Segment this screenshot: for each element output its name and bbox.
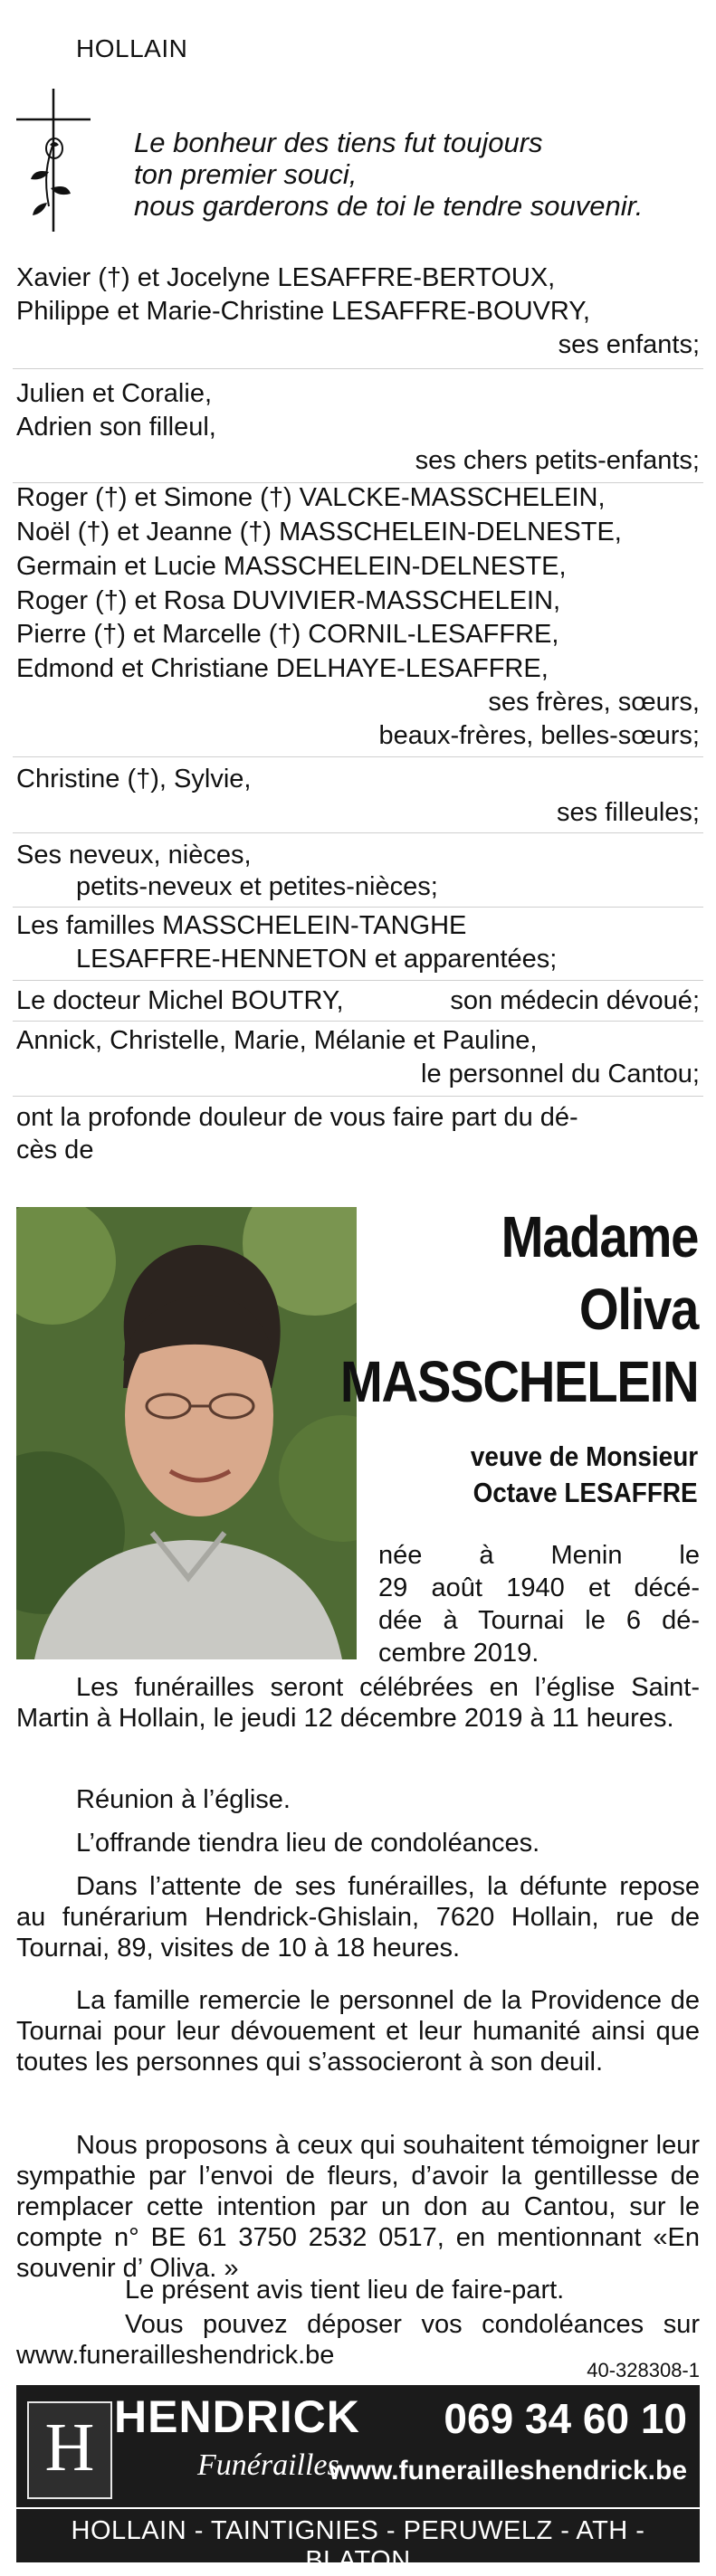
family-line: Noël (†) et Jeanne (†) MASSCHELEIN-DELNESTE, (16, 518, 622, 547)
cross-with-rose-icon (13, 89, 94, 233)
deceased-last-name: MASSCHELEIN (339, 1349, 698, 1414)
family-role: ses filleules; (557, 798, 700, 827)
family-line: Annick, Christelle, Marie, Mélanie et Pauline, (16, 1026, 538, 1055)
family-line: Ses neveux, nièces, (16, 841, 252, 870)
funeral-home-logo (27, 2401, 112, 2499)
divider (13, 907, 703, 908)
condolences-paragraph: Vous pouvez déposer vos condoléances sur www.funerailleshendrick.be (16, 2310, 700, 2370)
thanks-paragraph: La famille remercie le personnel de la Providence de Tournai pour leur dévouement et leur humanité ainsi que toutes les personnes qui s’associeront à son deuil. (16, 1986, 700, 2077)
family-line: Roger (†) et Rosa DUVIVIER-MASSCHELEIN, (16, 586, 561, 615)
family-line: Julien et Coralie, (16, 379, 212, 408)
family-line: petits-neveux et petites-nièces; (76, 872, 438, 901)
offering-paragraph: L’offrande tiendra lieu de condoléances. (76, 1829, 540, 1858)
funeral-home-subtitle: Funérailles (197, 2448, 339, 2482)
divider (13, 832, 703, 833)
reference-number: 40-328308-1 (587, 2359, 700, 2381)
logo-letter: H (44, 2410, 95, 2486)
deceased-first-name: Oliva (578, 1277, 698, 1342)
rest-paragraph: Dans l’attente de ses funérailles, la défunte repose au funérarium Hendrick-Ghislain, 7620 Hollain, rue de Tournai, 89, visites de 10 à 18 heures. (16, 1872, 700, 1963)
family-role: ses enfants; (558, 330, 700, 359)
phone-number: 069 34 60 10 (444, 2395, 687, 2442)
funeral-home-banner (16, 2385, 700, 2575)
birth-line: née à Menin le (378, 1541, 700, 1570)
family-line: Christine (†), Sylvie, (16, 765, 252, 794)
family-line: Pierre (†) et Marcelle (†) CORNIL-LESAFFRE, (16, 620, 559, 649)
family-role: beaux-frères, belles-sœurs; (378, 721, 700, 750)
divider (13, 1021, 703, 1022)
locations-list: HOLLAIN - TAINTIGNIES - PERUWELZ - ATH - BLATON (71, 2516, 645, 2575)
funeral-home-name: HENDRICK (114, 2391, 360, 2442)
family-role: son médecin dévoué; (450, 986, 700, 1015)
birth-line: 29 août 1940 et décé- (378, 1573, 700, 1602)
family-line: Le docteur Michel BOUTRY, (16, 986, 344, 1015)
family-role: ses chers petits-enfants; (415, 446, 700, 475)
family-line: Germain et Lucie MASSCHELEIN-DELNESTE, (16, 552, 567, 581)
announcement-line: ont la profonde douleur de vous faire part du dé- (16, 1103, 578, 1132)
divider (13, 980, 703, 981)
deceased-title: Madame (501, 1204, 698, 1269)
spouse-name: Octave LESAFFRE (473, 1477, 698, 1508)
divider (13, 756, 703, 757)
epitaph-quote: Le bonheur des tiens fut toujours ton premier souci, nous garderons de toi le tendre souvenir. (134, 127, 644, 222)
banner-divider (16, 2507, 700, 2509)
family-line: LESAFFRE-HENNETON et apparentées; (76, 945, 558, 974)
town-name: HOLLAIN (76, 34, 188, 62)
divider (13, 1096, 703, 1097)
family-role: ses frères, sœurs, (488, 688, 700, 717)
donation-paragraph: Nous proposons à ceux qui souhaitent témoigner leur sympathie par l’envoi de fleurs, d’avoir la gentillesse de remplacer cette intention par un don au Cantou, sur le compte n° BE 61 3750 2532 0517, en mentionnant «En souvenir d’ Oliva. » (16, 2131, 700, 2283)
birth-line: cembre 2019. (378, 1639, 539, 1668)
family-line: Philippe et Marie-Christine LESAFFRE-BOUVRY, (16, 297, 590, 326)
meeting-paragraph: Réunion à l’église. (76, 1785, 291, 1814)
divider (13, 368, 703, 369)
family-line: Edmond et Christiane DELHAYE-LESAFFRE, (16, 654, 549, 683)
notice-paragraph: Le présent avis tient lieu de faire-part. (125, 2276, 565, 2305)
website-link[interactable]: www.funerailleshendrick.be (329, 2456, 687, 2486)
family-line: Les familles MASSCHELEIN-TANGHE (16, 911, 467, 940)
family-role: le personnel du Cantou; (421, 1060, 700, 1088)
widow-of-line: veuve de Monsieur (470, 1440, 698, 1472)
family-line: Adrien son filleul, (16, 413, 216, 442)
family-line: Xavier (†) et Jocelyne LESAFFRE-BERTOUX, (16, 263, 556, 292)
funeral-paragraph: Les funérailles seront célébrées en l’église Saint-Martin à Hollain, le jeudi 12 décembre 2019 à 11 heures. (16, 1673, 700, 1733)
deceased-photo (16, 1207, 357, 1659)
birth-line: dée à Tournai le 6 dé- (378, 1606, 700, 1635)
family-line: Roger (†) et Simone (†) VALCKE-MASSCHELEIN, (16, 483, 606, 512)
announcement-line: cès de (16, 1136, 94, 1164)
